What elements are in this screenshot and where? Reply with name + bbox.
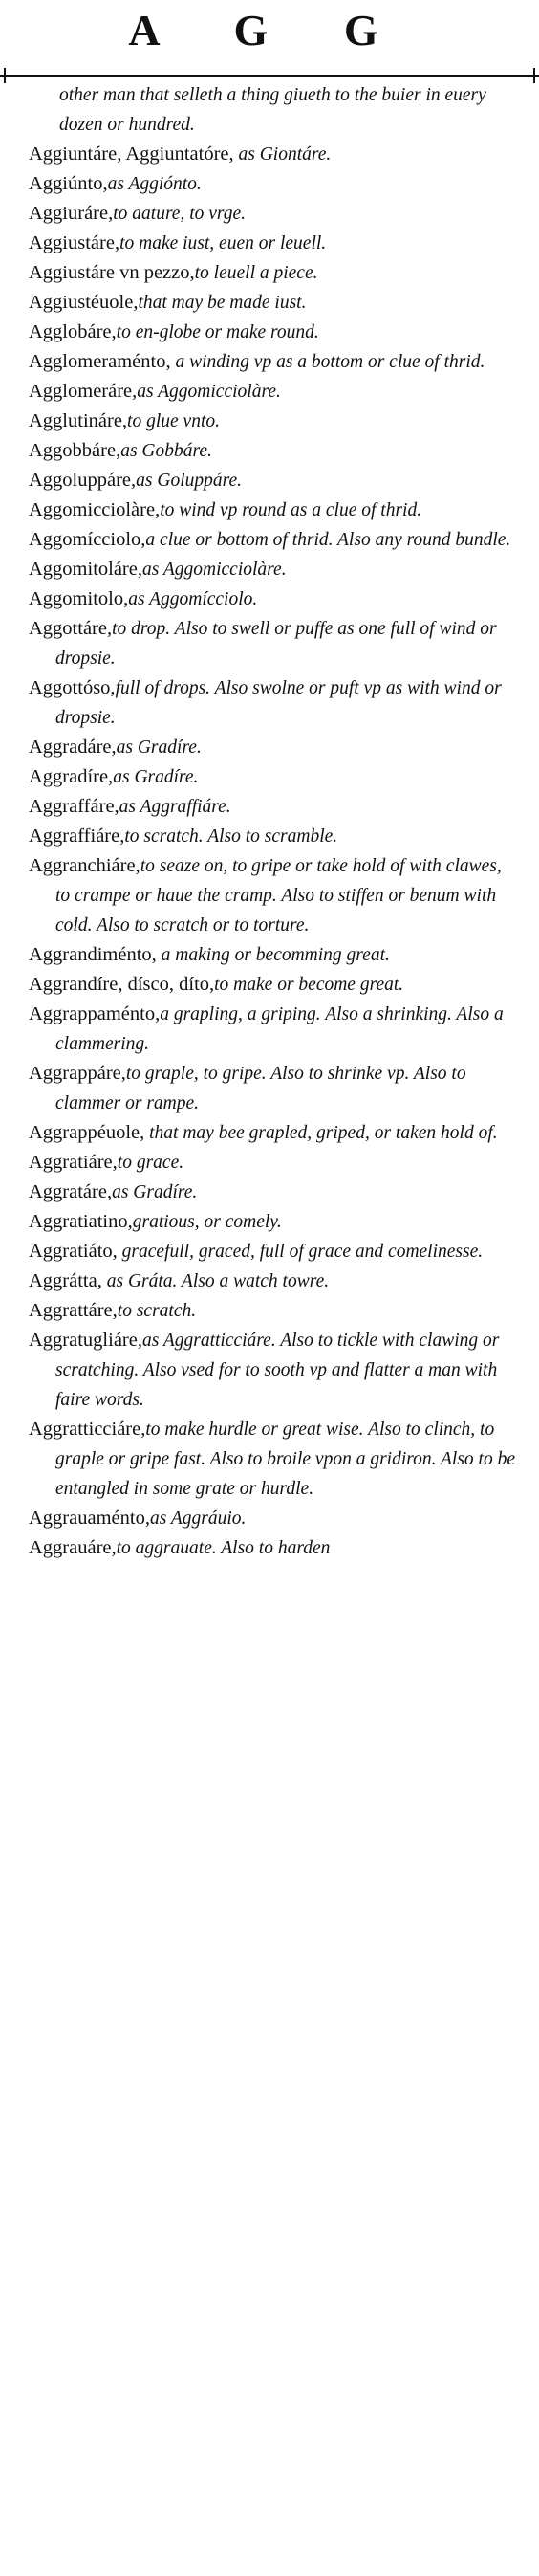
entry-headword: Aggratugliáre, [29,1330,142,1351]
dictionary-entry [29,673,516,733]
dictionary-entry [29,436,516,466]
dictionary-entry [29,466,516,495]
dictionary-entry [29,140,516,169]
entry-definition: a clue or bottom of thrid. Also any round bundle. [145,530,511,550]
entry-headword: Agglobáre, [29,321,117,342]
entry-definition: that may be made iust. [138,293,307,313]
dictionary-entry [29,970,516,1000]
dictionary-entry [29,584,516,614]
entry-headword: Aggrauaménto, [29,1508,150,1529]
entry-headword: Aggiustáre vn pezzo, [29,262,195,283]
entry-definition: as Giontáre. [233,144,332,165]
entry-definition: to aggrauate. Also to harden [116,1538,331,1558]
dictionary-entry [29,318,516,347]
entry-definition: as Gradíre. [116,738,202,758]
dictionary-entry [29,1504,516,1533]
entry-headword: Aggrappéuole, [29,1122,145,1143]
entry-headword: Aggrauáre, [29,1537,117,1558]
dictionary-entry [29,555,516,584]
dictionary-entry [29,614,516,673]
entry-definition: to glue vnto. [127,411,220,431]
dictionary-entry [29,229,516,258]
dictionary-entry [29,288,516,318]
entry-headword: Aggradíre, [29,766,114,787]
dictionary-entry [29,407,516,436]
entry-definition: as Aggraffiáre. [119,797,231,817]
entry-headword: Aggrappaménto, [29,1003,161,1024]
header-rule [0,75,539,77]
dictionary-entry [29,1296,516,1326]
entry-definition: to graple, to gripe. Also to shrinke vp. Also to clammer or rampe. [55,1064,466,1113]
entry-definition: to make or become great. [214,975,404,995]
entry-headword: Aggiuráre, [29,203,114,224]
entry-headword: Aggratáre, [29,1181,113,1202]
dictionary-entry [29,258,516,288]
entry-definition: to scratch. [117,1301,197,1321]
entry-definition: as Gradíre. [113,767,199,787]
entry-headword: Agglutináre, [29,410,128,431]
entry-headword: Aggrátta, [29,1270,102,1291]
dictionary-entry [29,1178,516,1207]
entry-headword: Aggratiatino, [29,1211,133,1232]
entry-headword: Aggomitolo, [29,588,129,609]
dictionary-entry [29,1148,516,1178]
entry-definition: as Aggomicciolàre. [142,560,287,580]
dictionary-column [29,80,516,1563]
entry-definition: to grace. [117,1153,184,1173]
entry-headword: Aggratiáto, [29,1241,118,1262]
entry-list [29,140,516,1563]
entry-headword: Agglomeráre, [29,381,138,402]
entry-definition: to wind vp round as a clue of thrid. [160,500,422,520]
dictionary-entry [29,1415,516,1504]
entry-definition: full of drops. Also swolne or puft vp as with wind or dropsie. [55,678,502,728]
running-head: A G G [128,6,411,55]
entry-definition: to drop. Also to swell or puffe as one full of wind or dropsie. [55,619,497,669]
entry-headword: Aggobbáre, [29,440,121,461]
dictionary-entry [29,1118,516,1148]
dictionary-entry [29,792,516,822]
dictionary-entry [29,347,516,377]
entry-definition: a making or becomming great. [156,945,390,965]
entry-headword: Aggottóso, [29,677,116,698]
dictionary-entry [29,762,516,792]
entry-headword: Aggratiáre, [29,1152,118,1173]
entry-headword: Aggiúnto, [29,173,108,194]
entry-definition: as Gobbáre. [120,441,212,461]
entry-definition: as Goluppáre. [136,471,243,491]
entry-definition: as Aggiónto. [107,174,202,194]
entry-definition: to make hurdle or great wise. Also to clinch, to graple or gripe fast. Also to broile vpon a gridiron. Also to be entangled in some grate or hurdle. [55,1420,516,1499]
entry-headword: Aggoluppáre, [29,470,137,491]
dictionary-entry [29,733,516,762]
dictionary-entry [29,377,516,407]
entry-headword: Aggrappáre, [29,1063,126,1084]
entry-headword: Aggrandíre, dísco, díto, [29,974,215,995]
entry-headword: Agglomeraménto, [29,351,171,372]
entry-headword: Aggraffiáre, [29,826,125,847]
dictionary-entry [29,495,516,525]
dictionary-entry [29,1266,516,1296]
entry-headword: Aggiustéuole, [29,292,139,313]
dictionary-entry [29,1237,516,1266]
entry-headword: Aggraffáre, [29,796,119,817]
dictionary-entry [29,169,516,199]
entry-definition: a winding vp as a bottom or clue of thrid. [170,352,485,372]
entry-headword: Aggomicciolàre, [29,499,161,520]
dictionary-entry [29,940,516,970]
entry-definition: to aature, to vrge. [113,204,247,224]
entry-headword: Aggiuntáre, Aggiuntatóre, [29,143,234,165]
entry-headword: Aggomícciolo, [29,529,146,550]
entry-headword: Aggiustáre, [29,232,120,253]
continuation-text: other man that selleth a thing giueth to the buier in euery dozen or hundred. [59,85,486,135]
entry-definition: gratious, or comely. [132,1212,282,1232]
entry-definition: as Gráta. Also a watch towre. [101,1271,330,1291]
entry-definition: to scratch. Also to scramble. [124,826,338,847]
entry-headword: Aggradáre, [29,737,117,758]
dictionary-entry [29,1207,516,1237]
entry-definition: as Aggratticciáre. Also to tickle with clawing or scratching. Also vsed for to sooth vp and flatter a man with faire words. [55,1331,500,1410]
dictionary-entry [29,1326,516,1415]
entry-definition: as Gradíre. [112,1182,198,1202]
dictionary-entry [29,822,516,851]
entry-definition: to make iust, euen or leuell. [119,233,327,253]
entry-headword: Aggottáre, [29,618,113,639]
entry-definition: as Aggráuio. [149,1508,247,1529]
entry-headword: Aggratticciáre, [29,1419,146,1440]
entry-definition: to leuell a piece. [194,263,318,283]
dictionary-entry [29,851,516,940]
entry-definition: to seaze on, to gripe or take hold of with clawes, to crampe or haue the cramp. Also to stiffen or benum with cold. Also to scratch or to torture. [55,856,502,936]
entry-headword: Aggrandiménto, [29,944,157,965]
entry-definition: that may bee grapled, griped, or taken hold of. [144,1123,498,1143]
dictionary-entry [29,1533,516,1563]
entry-definition: gracefull, graced, full of grace and comelinesse. [117,1242,484,1262]
dictionary-entry [29,525,516,555]
entry-definition: to en-globe or make round. [116,322,319,342]
entry-headword: Aggomitoláre, [29,559,142,580]
entry-headword: Aggrattáre, [29,1300,118,1321]
dictionary-entry [29,199,516,229]
dictionary-entry [29,1059,516,1118]
entry-headword: Aggranchiáre, [29,855,140,876]
entry-definition: as Aggomícciolo. [128,589,258,609]
dictionary-entry [29,1000,516,1059]
entry-definition: as Aggomicciolàre. [137,382,281,402]
entry-definition: a grapling, a griping. Also a shrinking. Also a clammering. [55,1004,504,1054]
